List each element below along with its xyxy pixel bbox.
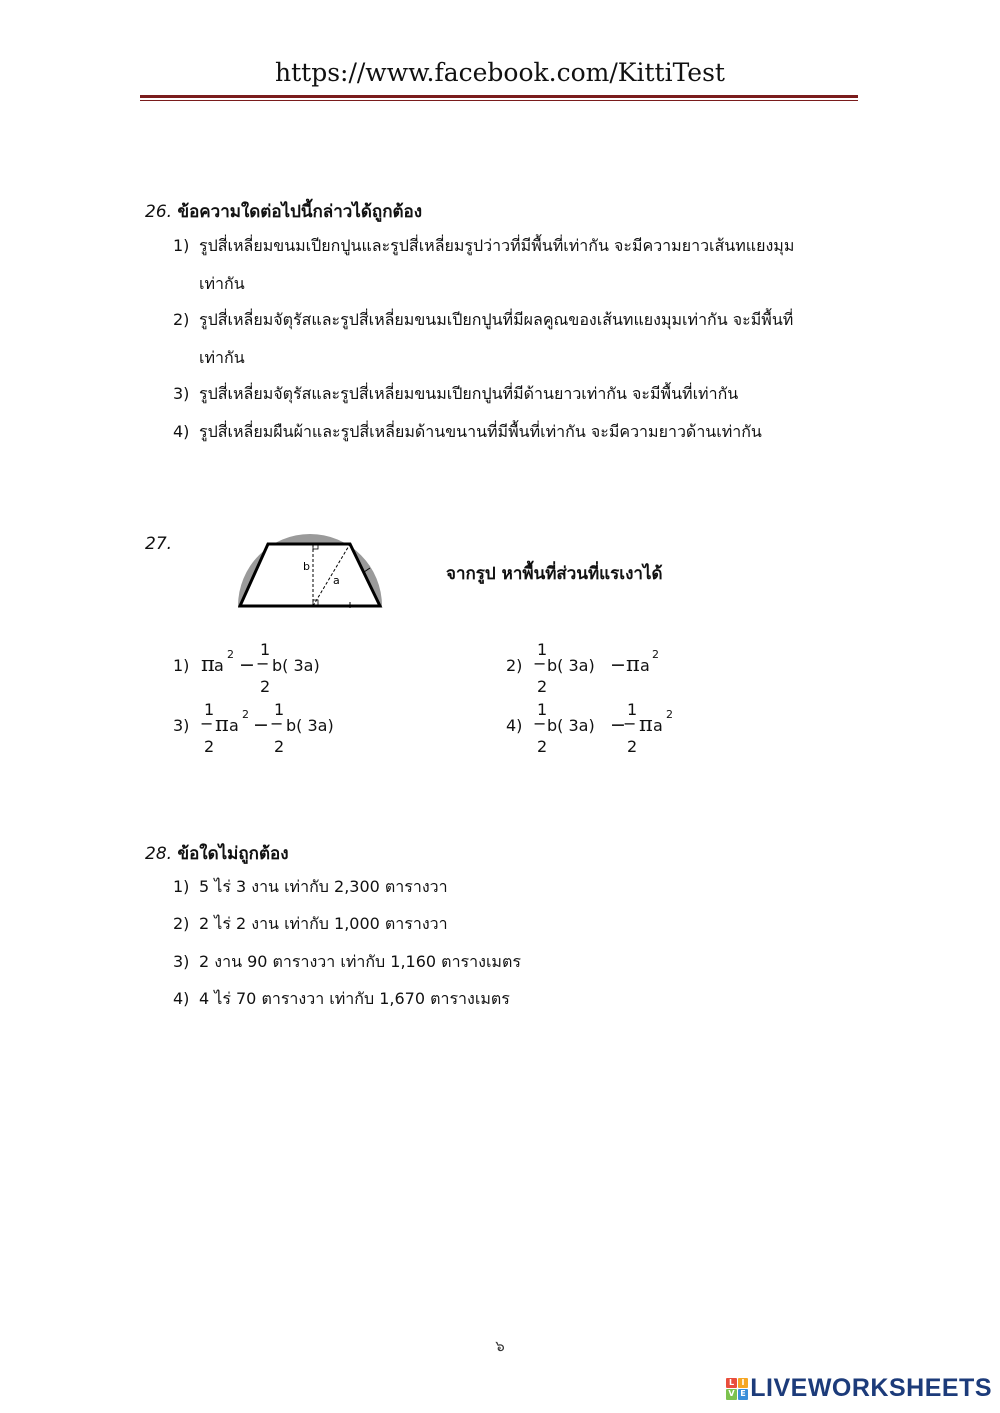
question-27-number: 27.: [145, 534, 173, 554]
option-text: รูปสี่เหลี่ยมขนมเปียกปูนและรูปสี่เหลี่ยมรูปว่าวที่มีพื้นที่เท่ากัน จะมีความยาวเส้นทแยงมุม: [199, 236, 795, 255]
fraction-denominator: 2: [537, 677, 548, 696]
option-number: 2): [173, 310, 190, 329]
pi-symbol: π: [626, 652, 640, 676]
q27-option-1[interactable]: [173, 638, 393, 698]
fraction-denominator: 2: [274, 737, 285, 756]
fraction-denominator: 2: [204, 737, 215, 756]
option-text: 5 ไร่ 3 งาน เท่ากับ 2,300 ตารางวา: [199, 877, 448, 896]
liveworksheets-logo-icon: [726, 1378, 748, 1400]
fraction-bar: −: [533, 714, 547, 733]
logo-letter: L: [726, 1378, 737, 1389]
option-text: รูปสี่เหลี่ยมจัตุรัสและรูปสี่เหลี่ยมขนมเปียกปูนที่มีด้านยาวเท่ากัน จะมีพื้นที่เท่ากัน: [199, 384, 739, 403]
fraction-numerator: 1: [274, 700, 285, 719]
fraction-numerator: 1: [537, 700, 548, 719]
logo-letter: I: [738, 1378, 749, 1389]
option-number: 2): [173, 914, 190, 933]
q26-option-2-continued: เท่ากัน: [199, 348, 245, 367]
logo-letter: E: [738, 1389, 749, 1400]
q26-option-4[interactable]: [173, 422, 762, 442]
liveworksheets-brand[interactable]: [726, 1374, 992, 1403]
pi-symbol: π: [201, 652, 215, 676]
header-rule: [140, 95, 858, 98]
question-number: 28.: [145, 844, 173, 864]
q28-option-1[interactable]: [173, 877, 448, 897]
option-number: 3): [173, 384, 190, 403]
q27-option-4[interactable]: [506, 698, 726, 758]
fraction-bar: −: [270, 714, 284, 733]
option-number: 3): [173, 716, 190, 735]
page-number: ๖: [495, 1337, 505, 1355]
fraction-numerator: 1: [260, 640, 271, 659]
logo-letter: V: [726, 1389, 737, 1400]
exponent: 2: [652, 648, 659, 661]
fraction-denominator: 2: [537, 737, 548, 756]
option-number: 1): [173, 236, 190, 255]
option-text: 4 ไร่ 70 ตารางวา เท่ากับ 1,670 ตารางเมตร: [199, 989, 510, 1008]
q27-option-3[interactable]: [173, 698, 393, 758]
brand-name: LIVEWORKSHEETS: [750, 1374, 992, 1402]
option-number: 4): [173, 422, 190, 441]
question-text: ข้อใดไม่ถูกต้อง: [177, 844, 289, 864]
q28-option-2[interactable]: [173, 914, 448, 934]
option-number: 4): [506, 716, 523, 735]
header-url: https://www.facebook.com/KittiTest: [275, 58, 725, 87]
label-b: b: [303, 560, 310, 573]
var-a: a: [640, 656, 650, 675]
q28-option-4[interactable]: [173, 989, 510, 1009]
question-text: ข้อความใดต่อไปนี้กล่าวได้ถูกต้อง: [177, 202, 423, 222]
fraction-numerator: 1: [537, 640, 548, 659]
option-number: 1): [173, 877, 190, 896]
question-26-title: [145, 198, 422, 225]
fraction-bar: −: [200, 714, 214, 733]
q26-option-1-continued: เท่ากัน: [199, 274, 245, 293]
trapezoid-semicircle-figure: [238, 532, 383, 608]
fraction-denominator: 2: [260, 677, 271, 696]
var-a: a: [229, 716, 239, 735]
expression-tail: b( 3a): [272, 656, 320, 675]
minus-sign: −: [610, 714, 626, 736]
pi-symbol: π: [215, 712, 229, 736]
q28-option-3[interactable]: [173, 952, 521, 972]
fraction-numerator: 1: [627, 700, 638, 719]
option-text: 2 งาน 90 ตารางวา เท่ากับ 1,160 ตารางเมตร: [199, 952, 521, 971]
exponent: 2: [242, 708, 249, 721]
exponent: 2: [666, 708, 673, 721]
label-a: a: [333, 574, 340, 587]
fraction-bar: −: [623, 714, 637, 733]
minus-sign: −: [239, 654, 255, 676]
question-28-title: [145, 840, 289, 867]
minus-sign: −: [253, 714, 269, 736]
header-rule-thin: [140, 100, 858, 101]
fraction-bar: −: [533, 654, 547, 673]
question-27-text: จากรูป หาพื้นที่ส่วนที่แรเงาได้: [446, 564, 663, 584]
exponent: 2: [227, 648, 234, 661]
var-a: a: [214, 656, 224, 675]
expression-tail: b( 3a): [286, 716, 334, 735]
minus-sign: −: [610, 654, 626, 676]
option-text: 2 ไร่ 2 งาน เท่ากับ 1,000 ตารางวา: [199, 914, 448, 933]
fraction-bar: −: [256, 654, 270, 673]
option-number: 1): [173, 656, 190, 675]
fraction-denominator: 2: [627, 737, 638, 756]
q27-option-2[interactable]: [506, 638, 726, 698]
var-a: a: [653, 716, 663, 735]
q26-option-1[interactable]: [173, 236, 794, 256]
expression-tail: b( 3a): [547, 716, 595, 735]
option-text: รูปสี่เหลี่ยมผืนผ้าและรูปสี่เหลี่ยมด้านขนานที่มีพื้นที่เท่ากัน จะมีความยาวด้านเท่ากัน: [199, 422, 762, 441]
option-number: 2): [506, 656, 523, 675]
q26-option-2[interactable]: [173, 310, 793, 330]
fraction-numerator: 1: [204, 700, 215, 719]
option-number: 4): [173, 989, 190, 1008]
option-number: 3): [173, 952, 190, 971]
pi-symbol: π: [639, 712, 653, 736]
question-number: 26.: [145, 202, 173, 222]
option-text: รูปสี่เหลี่ยมจัตุรัสและรูปสี่เหลี่ยมขนมเปียกปูนที่มีผลคูณของเส้นทแยงมุมเท่ากัน จะมีพื้นที่: [199, 310, 794, 329]
q26-option-3[interactable]: [173, 384, 738, 404]
expression-tail: b( 3a): [547, 656, 595, 675]
